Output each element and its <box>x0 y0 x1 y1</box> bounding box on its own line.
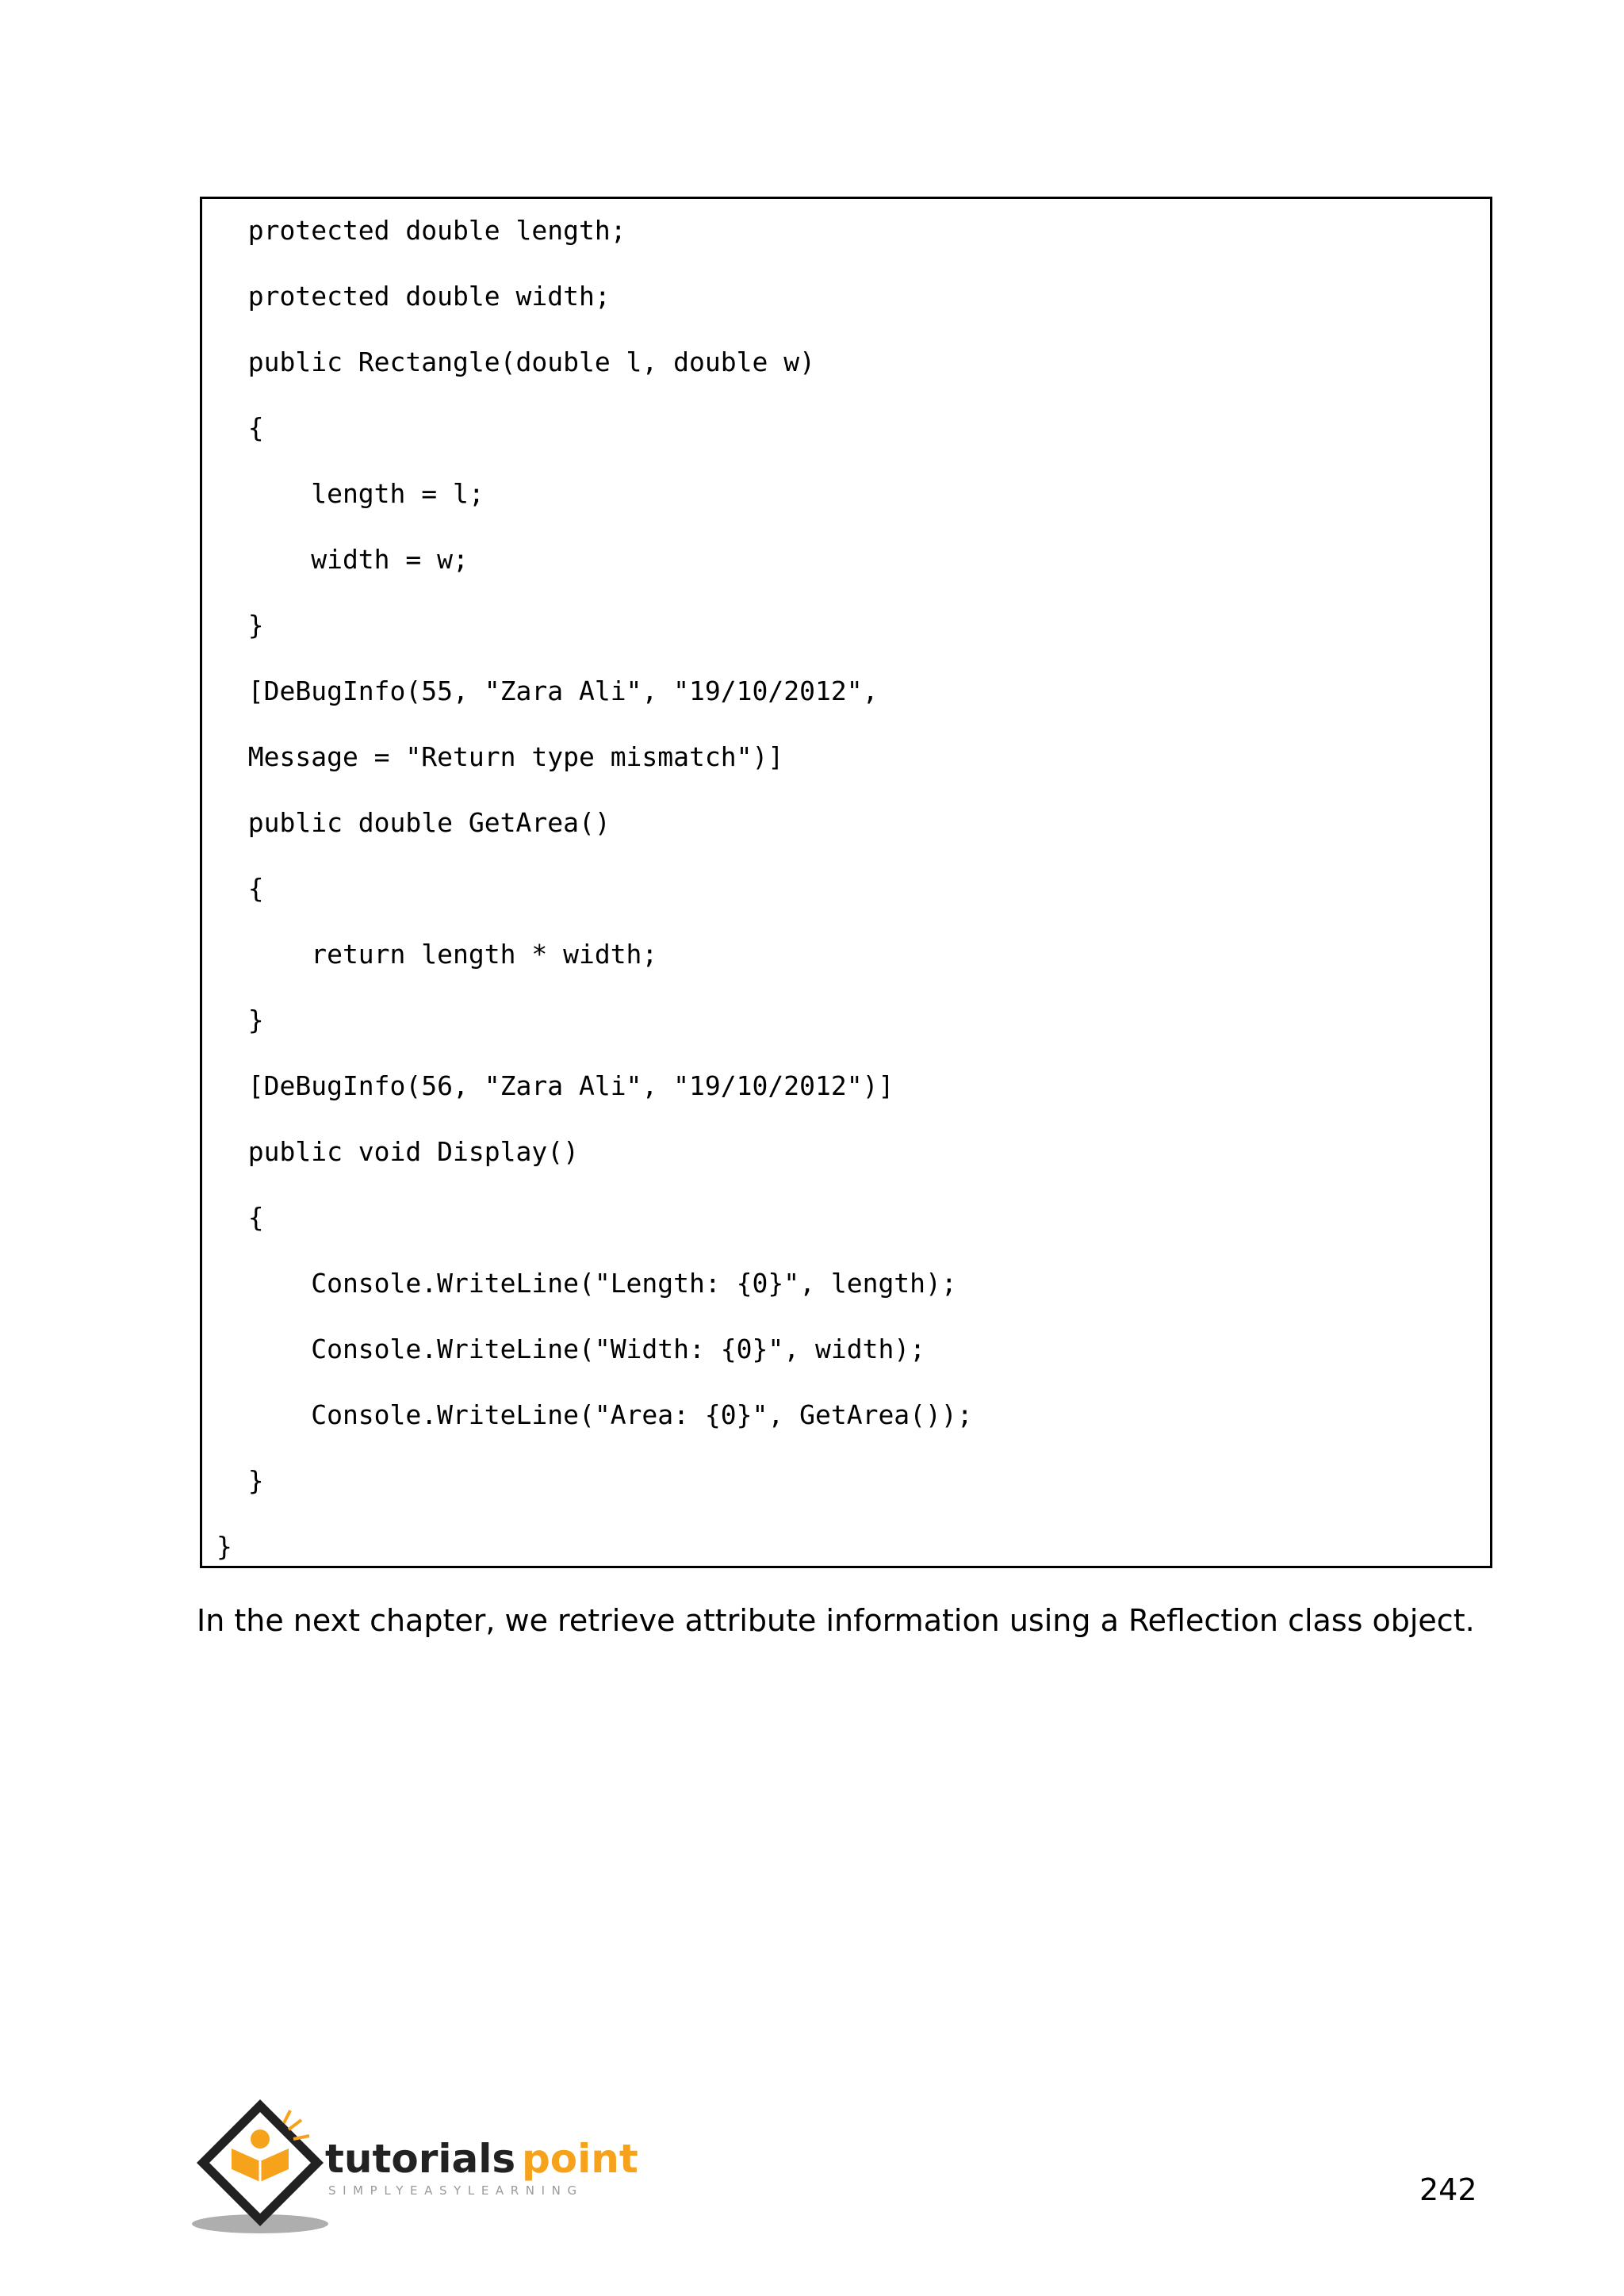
code-line: Console.WriteLine("Length: {0}", length); <box>216 1268 957 1299</box>
code-line: [DeBugInfo(56, "Zara Ali", "19/10/2012")] <box>216 1070 894 1101</box>
logo-wordmark-part2: point <box>522 2136 638 2182</box>
code-line: } <box>216 1531 232 1562</box>
code-line: { <box>216 1202 264 1233</box>
code-line: Console.WriteLine("Area: {0}", GetArea()); <box>216 1399 973 1430</box>
code-line: protected double width; <box>216 281 611 312</box>
code-line: length = l; <box>216 478 485 509</box>
code-line: [DeBugInfo(55, "Zara Ali", "19/10/2012", <box>216 675 879 706</box>
code-line: protected double length; <box>216 215 626 246</box>
code-line: width = w; <box>216 544 469 575</box>
page-number: 242 <box>1419 2172 1477 2207</box>
code-line: { <box>216 412 264 443</box>
logo-tagline: SIMPLYEASYLEARNING <box>328 2183 584 2198</box>
code-line: Console.WriteLine("Width: {0}", width); <box>216 1334 926 1364</box>
code-line: } <box>216 610 264 641</box>
code-line: return length * width; <box>216 939 658 970</box>
code-line: public void Display() <box>216 1136 579 1167</box>
code-line: } <box>216 1465 264 1496</box>
logo-emblem-icon <box>190 2093 650 2236</box>
code-line: { <box>216 873 264 904</box>
tutorialspoint-logo <box>190 2093 650 2236</box>
code-line: } <box>216 1004 264 1035</box>
code-line: Message = "Return type mismatch")] <box>216 741 784 772</box>
code-line: public Rectangle(double l, double w) <box>216 346 815 377</box>
body-paragraph: In the next chapter, we retrieve attribute information using a Reflection class object. <box>197 1603 1475 1638</box>
code-line: public double GetArea() <box>216 807 611 838</box>
logo-wordmark-part1: tutorials <box>325 2136 516 2182</box>
code-block <box>200 197 1492 1568</box>
